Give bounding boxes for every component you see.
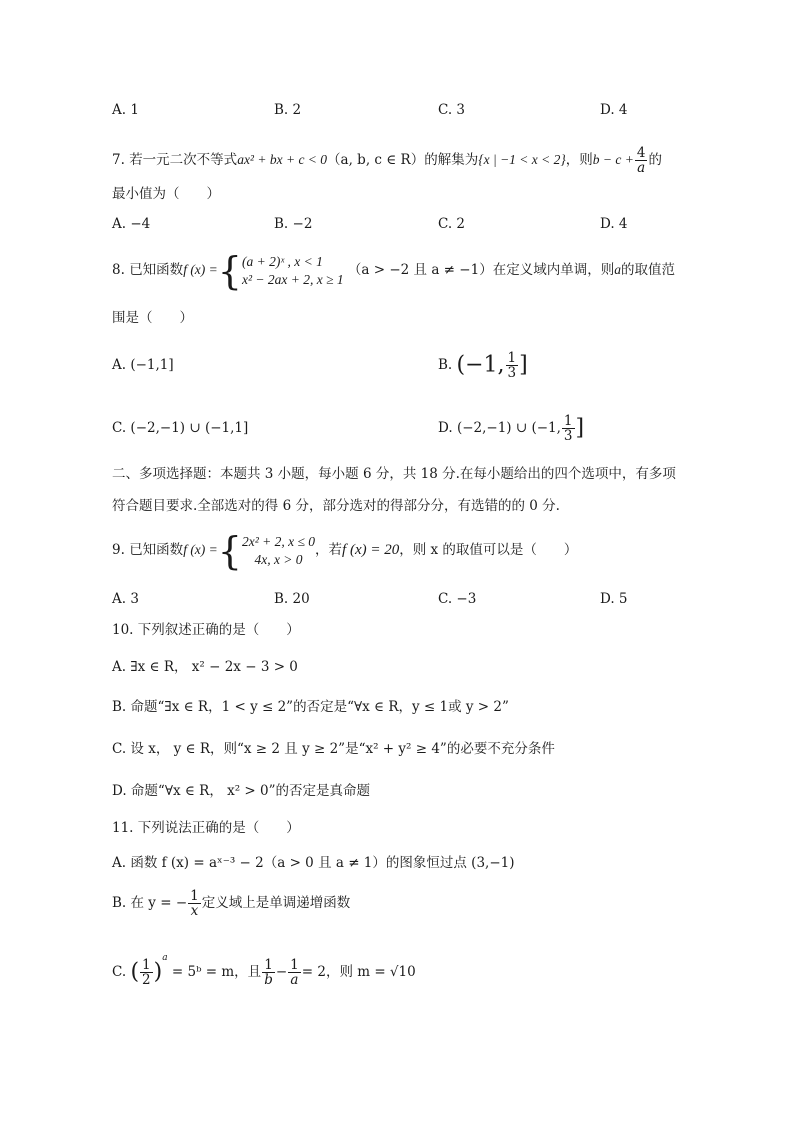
section2-line1: 二、多项选择题：本题共 3 小题，每小题 6 分，共 18 分.在每小题给出的四个选项中，有多项 (112, 466, 676, 482)
section2-line2: 符合题目要求.全部选对的得 6 分，部分选对的得部分分，有选错的的 0 分. (112, 498, 560, 514)
q8-pre: 已知函数 (129, 262, 184, 278)
q7-cond: （a, b, c ∈ R） (327, 152, 425, 168)
q11-option-c-lparen: ( (130, 959, 140, 985)
q9-post: ，则 x 的取值可以是（ ） (399, 542, 578, 558)
q11-stem: 11. 下列说法正确的是（ ） (112, 820, 300, 836)
q11-option-c-f2n: 1 (290, 957, 299, 973)
q7-mid: 的解集为 (424, 152, 479, 168)
q8-option-d-den: 3 (563, 428, 573, 444)
q11-option-c-post: = 2，则 m = √10 (301, 964, 416, 980)
q8-brace: { (217, 248, 242, 293)
q8-option-d-label: D. (438, 420, 453, 436)
q11-option-c-exp: a (162, 953, 168, 963)
q7-frac-num: 4 (636, 145, 646, 161)
q7-number: 7. (112, 152, 125, 168)
q9-option-c: C. −3 (438, 591, 477, 607)
q7-expr: b − c + (592, 152, 634, 167)
q7-set: {x | −1 < x < 2} (478, 152, 566, 167)
q6-option-c: C. 3 (438, 102, 466, 118)
q8-option-b-post: ] (519, 352, 528, 378)
q9-case2: 4x, x > 0 (254, 551, 303, 567)
q11-option-b-pre: B. 在 y = − (112, 895, 188, 911)
q11-option-b (112, 886, 350, 920)
q7-post1: ，则 (565, 152, 593, 168)
q11-option-c-rparen: ) (153, 959, 163, 985)
q9-option-a: A. 3 (112, 591, 139, 607)
q9-system (242, 533, 315, 569)
q7-option-d: D. 4 (600, 216, 628, 232)
q8-option-a: A. (−1,1] (112, 357, 174, 373)
q8-case2: x² − 2ax + 2, x ≥ 1 (241, 271, 344, 287)
q9-number: 9. (112, 542, 125, 558)
q8-option-b-pre: (−1, (456, 352, 505, 378)
q8-option-d-num: 1 (563, 413, 573, 429)
q11-option-a: A. 函数 f (x) = aˣ⁻³ − 2（a > 0 且 a ≠ 1）的图象恒过点 (3,−1) (112, 855, 515, 871)
q11-option-c-label: C. (112, 964, 127, 980)
q6-option-a: A. 1 (112, 102, 139, 118)
q8-option-b-label: B. (438, 357, 453, 373)
q7-stem (112, 146, 662, 175)
q6-option-b: B. 2 (274, 102, 302, 118)
q11-option-c-f1d: b (264, 972, 273, 988)
q8-option-b (438, 346, 528, 385)
q11-option-b-post: 定义域上是单调递增函数 (201, 895, 351, 911)
q8-case1: (a + 2)ˣ , x < 1 (241, 253, 323, 269)
q9-case1: 2x² + 2, x ≤ 0 (241, 533, 316, 549)
q9-stem (112, 530, 577, 571)
q7-pre: 若一元二次不等式 (129, 152, 238, 168)
q11-option-c-frac1 (262, 958, 275, 987)
q9-cond: f (x) = 20 (342, 542, 400, 558)
q8-option-d-pre: (−2,−1) ∪ (−1, (456, 420, 561, 436)
q8-option-b-num: 1 (507, 350, 517, 366)
q11-option-b-frac (188, 889, 201, 918)
q8-cond: （a > −2 且 a ≠ −1） (347, 262, 493, 278)
q11-option-c-half-den: 2 (142, 972, 151, 988)
q11-option-c-half-num: 1 (142, 957, 151, 973)
q8-number: 8. (112, 262, 125, 278)
q7-frac-den: a (637, 160, 646, 176)
q10-stem: 10. 下列叙述正确的是（ ） (112, 622, 300, 638)
q10-option-b: B. 命题“∃x ∈ R，1 < y ≤ 2”的否定是“∀x ∈ R，y ≤ 1或 y > 2” (112, 699, 509, 715)
q8-option-c: C. (−2,−1) ∪ (−1,1] (112, 420, 249, 436)
q7-stem-line2: 最小值为（ ） (112, 186, 220, 202)
q11-option-b-den: x (190, 903, 199, 919)
q8-post2: 的取值范 (620, 262, 675, 278)
q11-option-c-f2d: a (290, 972, 299, 988)
q8-fx: f (x) = (183, 262, 218, 277)
q7-option-b: B. −2 (274, 216, 313, 232)
q8-option-d-post: ] (575, 415, 585, 441)
q7-post2: 的 (648, 152, 662, 168)
q9-option-b: B. 20 (274, 591, 310, 607)
q11-option-c-f1n: 1 (262, 958, 275, 973)
q8-option-d-frac (562, 414, 575, 443)
q10-option-d: D. 命题“∀x ∈ R， x² > 0”的否定是真命题 (112, 783, 371, 799)
q8-option-b-frac (506, 351, 519, 380)
q11-option-c-frac2 (288, 958, 301, 987)
q11-option-c (112, 938, 416, 993)
q11-option-c-minus: − (275, 964, 288, 980)
q9-fx: f (x) = (183, 542, 218, 557)
q11-option-c-half (140, 958, 153, 987)
q9-mid: ，若 (315, 542, 343, 558)
q9-pre: 已知函数 (129, 542, 184, 558)
q11-option-c-mid: = 5ᵇ = m，且 (171, 964, 262, 980)
q10-option-c: C. 设 x， y ∈ R，则“x ≥ 2 且 y ≥ 2”是“x² + y² ≥ 4”的必要不充分条件 (112, 741, 555, 757)
q8-system (242, 253, 344, 289)
q10-option-a: A. ∃x ∈ R， x² − 2x − 3 > 0 (112, 659, 298, 675)
q8-option-d (438, 409, 584, 448)
q8-var: a (614, 262, 621, 277)
q8-stem (112, 250, 675, 291)
q7-option-c: C. 2 (438, 216, 466, 232)
q8-option-b-den: 3 (507, 365, 517, 381)
q9-brace: { (217, 528, 242, 573)
q6-option-d: D. 4 (600, 102, 628, 118)
q8-post: 在定义域内单调，则 (492, 262, 615, 278)
q7-fraction (635, 146, 648, 175)
q9-option-d: D. 5 (600, 591, 628, 607)
q7-ineq: ax² + bx + c < 0 (237, 152, 328, 167)
q8-stem-line2: 围是（ ） (112, 310, 193, 326)
q7-option-a: A. −4 (112, 216, 151, 232)
q11-option-b-num: 1 (190, 888, 199, 904)
